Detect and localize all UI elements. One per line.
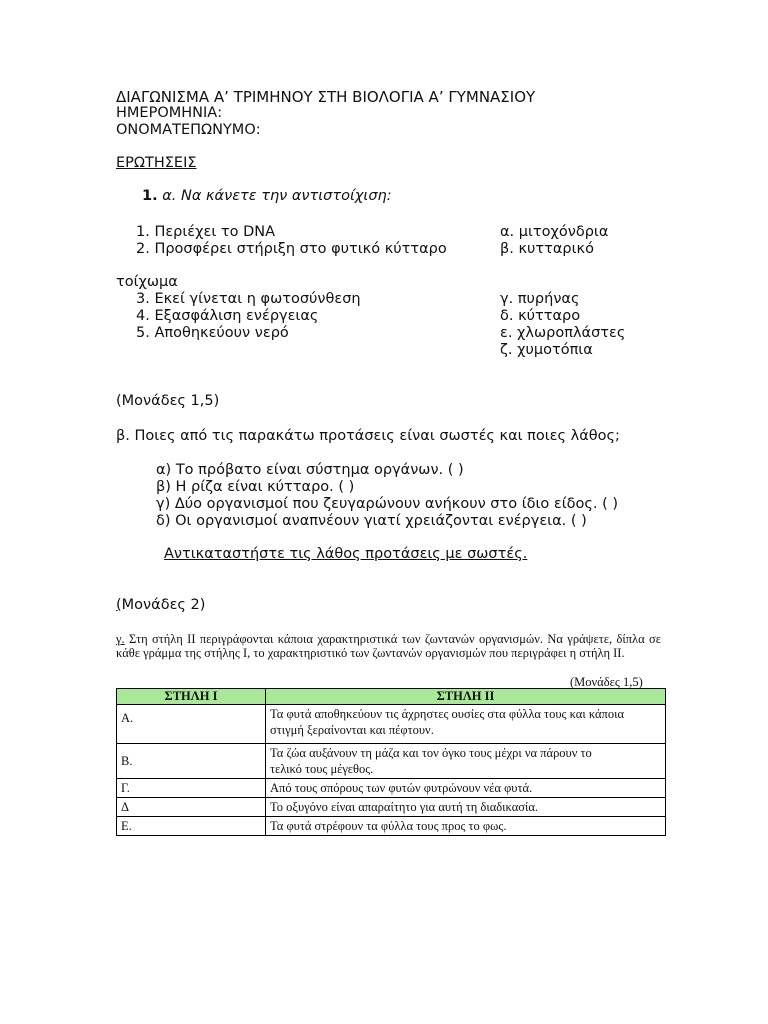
question-1a-points: (Μονάδες 1,5) [116,393,220,409]
row-letter: Β. [117,744,266,779]
match-item-right: ζ. χυμοτόπια [500,342,593,358]
question-1c-body: Στη στήλη ΙΙ περιγράφονται κάποια χαρακτηριστικά των ζωντανών οργανισμών. Να γράψετε, δίπλα σε κάθε γράμμα της στήλης Ι, το χαρακτηριστικό των ζωντανών οργανισμών που περιγράφει η στήλη ΙΙ. [116,632,661,660]
question-1a-prompt [142,188,392,205]
row-letter: Γ. [117,779,266,798]
table-row [117,705,666,744]
table-row [117,744,666,779]
match-wrap-text: τοίχωμα [116,274,178,290]
match-item-left: 1. Περιέχει το DNA [136,224,276,240]
date-label: ΗΜΕΡΟΜΗΝΙΑ: [116,105,223,121]
correction-instruction: Αντικαταστήστε τις λάθος προτάσεις με σωστές. [164,546,528,562]
question-number: 1. [142,188,158,204]
question-1c-points: (Μονάδες 1,5) [570,675,643,689]
column-header: ΣΤΗΛΗ Ι [117,689,266,705]
match-item-right: γ. πυρήνας [500,291,580,307]
match-item-left: 2. Προσφέρει στήριξη στο φυτικό κύτταρο [136,241,447,257]
match-item-left: 3. Εκεί γίνεται η φωτοσύνθεση [136,291,361,307]
match-item-right: δ. κύτταρο [500,308,581,324]
true-false-item: γ) Δύο οργανισμοί που ζευγαρώνουν ανήκουν στο ίδιο είδος. ( ) [156,496,618,512]
row-description: Τα φυτά αποθηκεύουν τις άχρηστες ουσίες στα φύλλα τους και κάποια στιγμή ξεραίνονται και πέφτουν. [266,705,666,744]
match-item-left: 5. Αποθηκεύουν νερό [136,325,289,341]
row-description-line: τελικό τους μέγεθος. [270,762,374,776]
question-prompt-text: α. Να κάνετε την αντιστοίχιση: [162,188,392,204]
characteristics-table [116,688,666,836]
table-header-row [117,689,666,705]
row-description: Το οξυγόνο είναι απαραίτητο για αυτή τη διαδικασία. [266,798,666,817]
match-item-left: 4. Εξασφάλιση ενέργειας [136,308,319,324]
row-letter: Α. [117,705,266,744]
questions-heading: ΕΡΩΤΗΣΕΙΣ [116,155,197,171]
match-item-right: β. κυτταρικό [500,241,594,257]
points-paren: ( [116,597,122,613]
true-false-item: α) Το πρόβατο είναι σύστημα οργάνων. ( ) [156,462,464,478]
row-letter: Ε. [117,817,266,836]
question-1b-prompt: β. Ποιες από τις παρακάτω προτάσεις είναι σωστές και ποιες λάθος; [116,428,620,444]
question-1c-label: γ. [116,632,125,646]
table-row [117,817,666,836]
question-1b-points [116,597,205,614]
question-1c-text [116,632,661,660]
exam-title: ΔΙΑΓΩΝΙΣΜΑ Α’ ΤΡΙΜΗΝΟΥ ΣΤΗ ΒΙΟΛΟΓΙΑ Α’ ΓΥΜΝΑΣΙΟΥ [116,88,536,106]
row-letter: Δ [117,798,266,817]
column-header: ΣΤΗΛΗ ΙΙ [266,689,666,705]
match-item-right: α. μιτοχόνδρια [500,224,609,240]
row-description: Τα φυτά στρέφουν τα φύλλα τους προς το φως. [266,817,666,836]
match-item-right: ε. χλωροπλάστες [500,325,626,341]
true-false-item: δ) Οι οργανισμοί αναπνέουν γιατί χρειάζονται ενέργεια. ( ) [156,513,587,529]
table-row [117,798,666,817]
row-description [266,744,666,779]
row-description: Από τους σπόρους των φυτών φυτρώνουν νέα φυτά. [266,779,666,798]
points-rest: Μονάδες 2) [121,597,206,613]
student-name-label: ΟΝΟΜΑΤΕΠΩΝΥΜΟ: [116,122,261,138]
row-description-line: Τα ζώα αυξάνουν τη μάζα και τον όγκο τους μέχρι να πάρουν το [270,746,592,760]
true-false-item: β) Η ρίζα είναι κύτταρο. ( ) [156,479,355,495]
table-row [117,779,666,798]
